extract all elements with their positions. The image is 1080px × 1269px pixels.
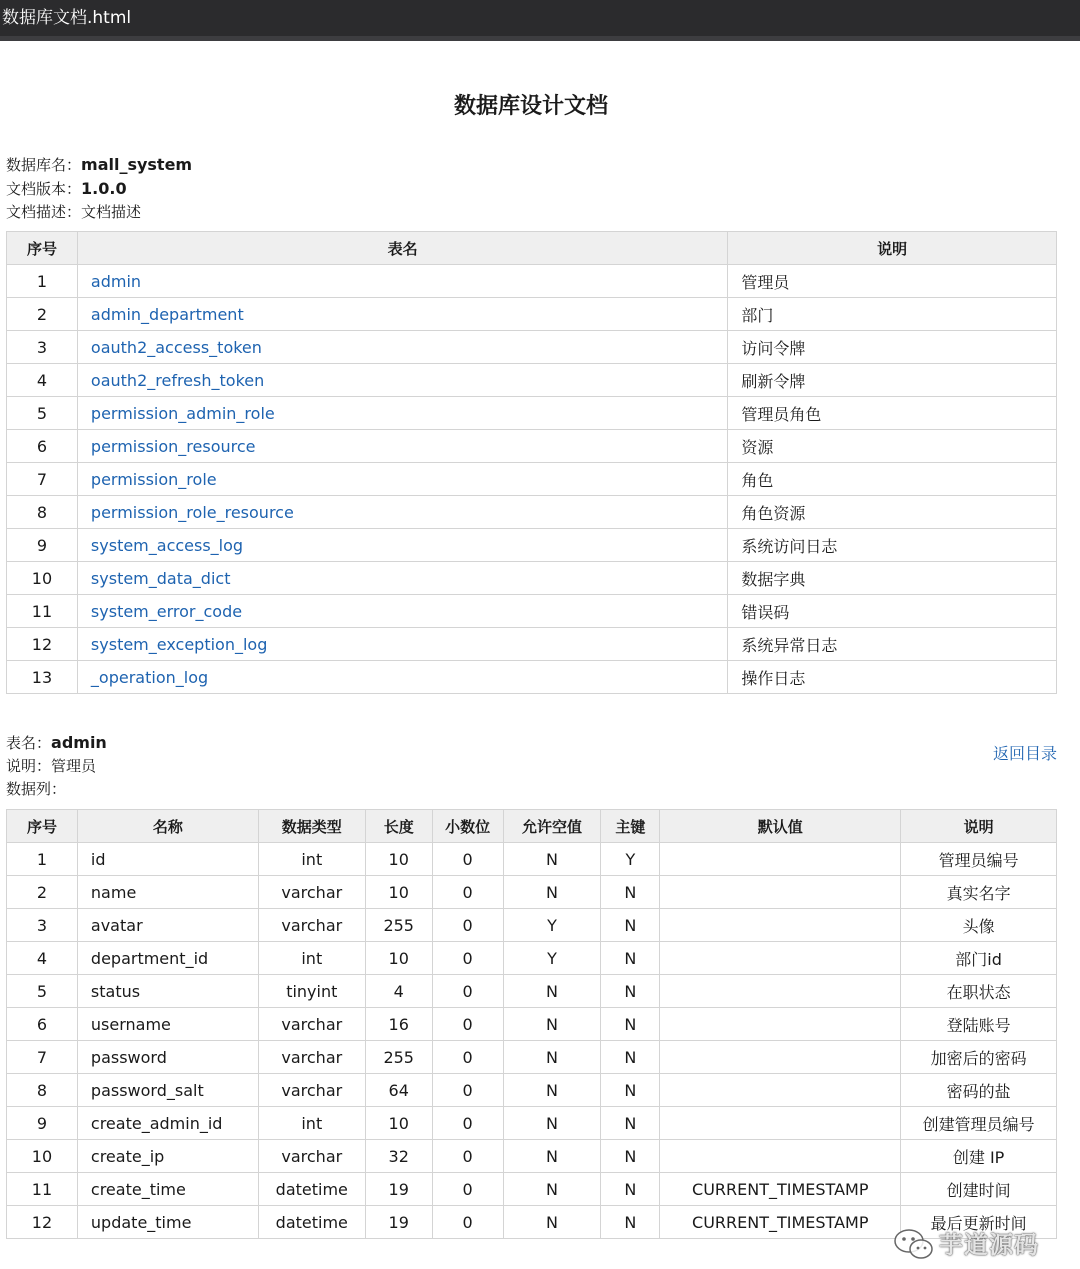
toc-desc-cell: 系统访问日志 (728, 529, 1057, 562)
col-type-cell: varchar (258, 1140, 365, 1173)
table-description: 管理员 (51, 757, 97, 775)
toc-desc-cell: 错误码 (728, 595, 1057, 628)
version-line: 文档版本：1.0.0 (6, 179, 127, 198)
toc-index-cell: 12 (7, 628, 78, 661)
toc-table-link[interactable]: _operation_log (77, 661, 727, 694)
col-name-cell: update_time (77, 1206, 258, 1239)
col-name-cell: password (77, 1041, 258, 1074)
col-index-cell: 7 (7, 1041, 78, 1074)
col-pk-cell: N (601, 1107, 660, 1140)
toc-index-cell: 6 (7, 430, 78, 463)
toc-desc-cell: 刷新令牌 (728, 364, 1057, 397)
toc-index-cell: 4 (7, 364, 78, 397)
col-length-cell: 19 (365, 1206, 432, 1239)
toc-table-link[interactable]: permission_admin_role (77, 397, 727, 430)
columns-header-cell: 长度 (365, 810, 432, 843)
columns-row (7, 1074, 1057, 1107)
col-desc-cell: 管理员编号 (901, 843, 1057, 876)
col-length-cell: 255 (365, 1041, 432, 1074)
toc-desc-cell: 管理员角色 (728, 397, 1057, 430)
col-nullable-cell: N (503, 1074, 601, 1107)
toc-row (7, 529, 1057, 562)
toc-table-link[interactable]: system_error_code (77, 595, 727, 628)
col-default-cell (660, 1041, 901, 1074)
col-default-cell (660, 942, 901, 975)
columns-header-cell: 主键 (601, 810, 660, 843)
columns-header-cell: 小数位 (432, 810, 503, 843)
col-index-cell: 11 (7, 1173, 78, 1206)
col-type-cell: tinyint (258, 975, 365, 1008)
col-pk-cell: N (601, 1008, 660, 1041)
col-scale-cell: 0 (432, 909, 503, 942)
toc-index-cell: 13 (7, 661, 78, 694)
columns-row (7, 942, 1057, 975)
col-name-cell: name (77, 876, 258, 909)
col-scale-cell: 0 (432, 876, 503, 909)
window-titlebar (0, 0, 1080, 41)
toc-desc-cell: 管理员 (728, 265, 1057, 298)
db-name-line: 数据库名：mall_system (6, 155, 193, 174)
col-pk-cell: N (601, 1074, 660, 1107)
col-desc-cell: 创建 IP (901, 1140, 1057, 1173)
col-length-cell: 10 (365, 1107, 432, 1140)
col-default-cell (660, 975, 901, 1008)
col-length-cell: 255 (365, 909, 432, 942)
columns-header-cell: 说明 (901, 810, 1057, 843)
table-desc-line: 说明：管理员 (6, 757, 97, 775)
col-scale-cell: 0 (432, 1008, 503, 1041)
col-name-cell: create_admin_id (77, 1107, 258, 1140)
toc-desc-cell: 访问令牌 (728, 331, 1057, 364)
col-name-cell: create_ip (77, 1140, 258, 1173)
columns-row (7, 1008, 1057, 1041)
col-scale-cell: 0 (432, 942, 503, 975)
toc-row (7, 298, 1057, 331)
col-desc-cell: 创建管理员编号 (901, 1107, 1057, 1140)
col-type-cell: int (258, 1107, 365, 1140)
toc-desc-cell: 部门 (728, 298, 1057, 331)
col-pk-cell: N (601, 1041, 660, 1074)
toc-row (7, 331, 1057, 364)
toc-table-link[interactable]: system_access_log (77, 529, 727, 562)
col-default-cell (660, 909, 901, 942)
columns-row (7, 1173, 1057, 1206)
columns-header-cell: 名称 (77, 810, 258, 843)
col-desc-cell: 密码的盐 (901, 1074, 1057, 1107)
col-type-cell: varchar (258, 1041, 365, 1074)
col-index-cell: 9 (7, 1107, 78, 1140)
col-length-cell: 32 (365, 1140, 432, 1173)
columns-row (7, 1140, 1057, 1173)
db-name: mall_system (81, 155, 193, 174)
col-pk-cell: N (601, 876, 660, 909)
columns-header-row (7, 810, 1057, 843)
toc-index-cell: 9 (7, 529, 78, 562)
col-length-cell: 10 (365, 942, 432, 975)
page-title: 数据库设计文档 (453, 94, 608, 119)
col-length-cell: 4 (365, 975, 432, 1008)
col-scale-cell: 0 (432, 1074, 503, 1107)
col-desc-cell: 在职状态 (901, 975, 1057, 1008)
toc-table-link[interactable]: permission_role (77, 463, 727, 496)
table-meta (6, 731, 107, 801)
col-desc-cell: 最后更新时间 (901, 1206, 1057, 1239)
col-type-cell: datetime (258, 1206, 365, 1239)
col-type-cell: int (258, 843, 365, 876)
col-length-cell: 64 (365, 1074, 432, 1107)
col-name-cell: create_time (77, 1173, 258, 1206)
col-index-cell: 12 (7, 1206, 78, 1239)
col-index-cell: 8 (7, 1074, 78, 1107)
toc-desc-cell: 系统异常日志 (728, 628, 1057, 661)
col-scale-cell: 0 (432, 1140, 503, 1173)
toc-desc-cell: 资源 (728, 430, 1057, 463)
col-type-cell: varchar (258, 1008, 365, 1041)
toc-index-cell: 10 (7, 562, 78, 595)
toc-table-link[interactable]: system_data_dict (77, 562, 727, 595)
toc-header-cell: 说明 (728, 232, 1057, 265)
toc-table-link[interactable]: oauth2_refresh_token (77, 364, 727, 397)
toc-index-cell: 7 (7, 463, 78, 496)
col-index-cell: 2 (7, 876, 78, 909)
toc-index-cell: 2 (7, 298, 78, 331)
table-name-line: 表名：admin (6, 733, 107, 752)
back-to-toc-link[interactable]: 返回目录 (992, 744, 1057, 763)
columns-row (7, 1041, 1057, 1074)
col-desc-cell: 部门id (901, 942, 1057, 975)
col-index-cell: 1 (7, 843, 78, 876)
toc-row (7, 463, 1057, 496)
col-type-cell: datetime (258, 1173, 365, 1206)
col-desc-cell: 头像 (901, 909, 1057, 942)
toc-desc-cell: 数据字典 (728, 562, 1057, 595)
toc-index-cell: 3 (7, 331, 78, 364)
col-pk-cell: N (601, 1140, 660, 1173)
col-default-cell (660, 876, 901, 909)
toc-row (7, 595, 1057, 628)
toc-table (6, 231, 1057, 694)
col-nullable-cell: N (503, 1008, 601, 1041)
toc-index-cell: 1 (7, 265, 78, 298)
col-default-cell (660, 1008, 901, 1041)
col-nullable-cell: N (503, 876, 601, 909)
col-scale-cell: 0 (432, 1173, 503, 1206)
toc-table-link[interactable]: permission_resource (77, 430, 727, 463)
col-default-cell (660, 843, 901, 876)
col-scale-cell: 0 (432, 1206, 503, 1239)
columns-row (7, 843, 1057, 876)
col-nullable-cell: Y (503, 942, 601, 975)
col-length-cell: 10 (365, 876, 432, 909)
col-length-cell: 19 (365, 1173, 432, 1206)
col-nullable-cell: N (503, 1041, 601, 1074)
col-scale-cell: 0 (432, 1107, 503, 1140)
col-nullable-cell: N (503, 1173, 601, 1206)
toc-row (7, 562, 1057, 595)
col-type-cell: int (258, 942, 365, 975)
toc-desc-cell: 操作日志 (728, 661, 1057, 694)
col-index-cell: 3 (7, 909, 78, 942)
col-nullable-cell: N (503, 975, 601, 1008)
columns-header-cell: 默认值 (660, 810, 901, 843)
columns-row (7, 876, 1057, 909)
col-scale-cell: 0 (432, 1041, 503, 1074)
col-nullable-cell: N (503, 1107, 601, 1140)
col-type-cell: varchar (258, 909, 365, 942)
col-pk-cell: Y (601, 843, 660, 876)
col-name-cell: username (77, 1008, 258, 1041)
col-default-cell: CURRENT_TIMESTAMP (660, 1173, 901, 1206)
toc-desc-cell: 角色 (728, 463, 1057, 496)
doc-description: 文档描述 (81, 203, 142, 221)
col-desc-cell: 真实名字 (901, 876, 1057, 909)
toc-table-link[interactable]: oauth2_access_token (77, 331, 727, 364)
columns-label: 数据列： (6, 780, 67, 798)
col-scale-cell: 0 (432, 975, 503, 1008)
col-desc-cell: 登陆账号 (901, 1008, 1057, 1041)
toc-index-cell: 8 (7, 496, 78, 529)
toc-row (7, 397, 1057, 430)
col-name-cell: department_id (77, 942, 258, 975)
columns-row (7, 975, 1057, 1008)
col-nullable-cell: N (503, 1206, 601, 1239)
col-length-cell: 10 (365, 843, 432, 876)
toc-header-cell: 表名 (77, 232, 727, 265)
toc-index-cell: 5 (7, 397, 78, 430)
columns-row (7, 909, 1057, 942)
col-scale-cell: 0 (432, 843, 503, 876)
col-type-cell: varchar (258, 876, 365, 909)
watermark-text: 芋道源码 (939, 1231, 1039, 1259)
col-default-cell (660, 1074, 901, 1107)
col-default-cell (660, 1107, 901, 1140)
table-name: admin (51, 733, 107, 752)
columns-row (7, 1206, 1057, 1239)
columns-header-cell: 序号 (7, 810, 78, 843)
col-length-cell: 16 (365, 1008, 432, 1041)
toc-row (7, 628, 1057, 661)
toc-table-link[interactable]: permission_role_resource (77, 496, 727, 529)
col-pk-cell: N (601, 1206, 660, 1239)
col-nullable-cell: Y (503, 909, 601, 942)
columns-header-cell: 允许空值 (503, 810, 601, 843)
col-pk-cell: N (601, 909, 660, 942)
col-index-cell: 4 (7, 942, 78, 975)
col-name-cell: id (77, 843, 258, 876)
toc-table-link[interactable]: admin (77, 265, 727, 298)
doc-version: 1.0.0 (81, 179, 127, 198)
col-name-cell: status (77, 975, 258, 1008)
col-default-cell (660, 1140, 901, 1173)
col-name-cell: password_salt (77, 1074, 258, 1107)
col-desc-cell: 创建时间 (901, 1173, 1057, 1206)
col-pk-cell: N (601, 942, 660, 975)
toc-header-cell: 序号 (7, 232, 78, 265)
col-pk-cell: N (601, 1173, 660, 1206)
toc-row (7, 496, 1057, 529)
col-index-cell: 6 (7, 1008, 78, 1041)
col-name-cell: avatar (77, 909, 258, 942)
toc-desc-cell: 角色资源 (728, 496, 1057, 529)
toc-row (7, 661, 1057, 694)
toc-row (7, 364, 1057, 397)
col-index-cell: 5 (7, 975, 78, 1008)
desc-line: 文档描述：文档描述 (6, 203, 142, 221)
toc-table-link[interactable]: system_exception_log (77, 628, 727, 661)
col-default-cell: CURRENT_TIMESTAMP (660, 1206, 901, 1239)
columns-table (6, 809, 1057, 1239)
col-type-cell: varchar (258, 1074, 365, 1107)
col-nullable-cell: N (503, 843, 601, 876)
toc-table-link[interactable]: admin_department (77, 298, 727, 331)
toc-row (7, 265, 1057, 298)
col-index-cell: 10 (7, 1140, 78, 1173)
col-desc-cell: 加密后的密码 (901, 1041, 1057, 1074)
columns-row (7, 1107, 1057, 1140)
doc-meta (6, 153, 192, 224)
toc-index-cell: 11 (7, 595, 78, 628)
toc-header-row (7, 232, 1057, 265)
columns-header-cell: 数据类型 (258, 810, 365, 843)
col-pk-cell: N (601, 975, 660, 1008)
toc-row (7, 430, 1057, 463)
window-title: 数据库文档.html (2, 8, 132, 28)
col-nullable-cell: N (503, 1140, 601, 1173)
